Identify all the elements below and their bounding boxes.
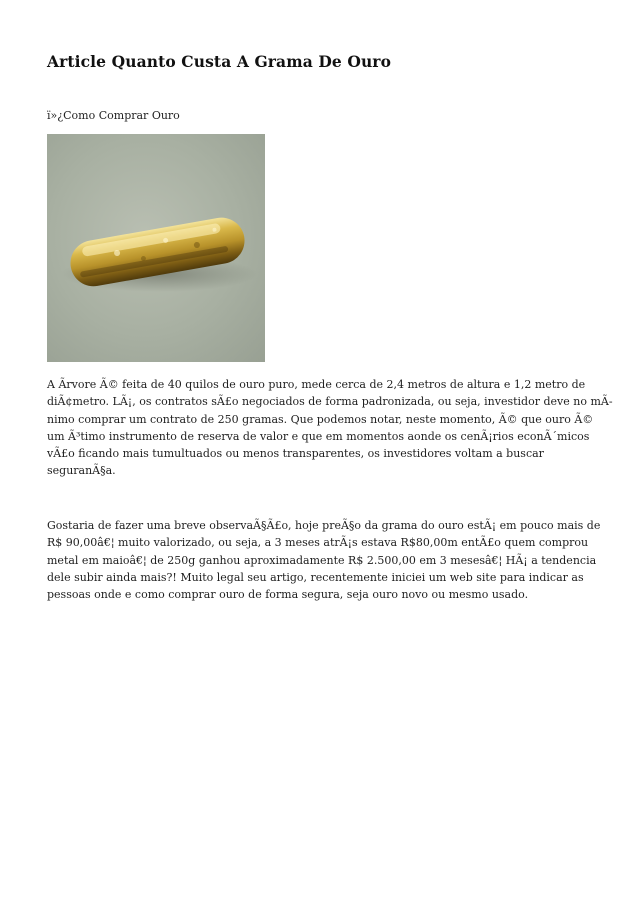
- gold-bar-icon: [47, 134, 265, 362]
- paragraph-line: um Ã³timo instrumento de reserva de valor e que em momentos aonde os cenÃ¡rios econÃ´micos: [47, 429, 590, 443]
- article-subtitle: ï»¿Como Comprar Ouro: [47, 109, 180, 122]
- paragraph-line: metal em maioâ€¦ de 250g ganhou aproximadamente R$ 2.500,00 em 3 mesesâ€¦ HÃ¡ a tendencia: [47, 553, 597, 567]
- paragraph-line: vÃ£o ficando mais tumultuados ou menos transparentes, os investidores voltam a buscar: [47, 447, 544, 461]
- paragraph-line: seguranÃ§a.: [47, 464, 116, 478]
- article-title: Article Quanto Custa A Grama De Ouro: [47, 52, 392, 71]
- paragraph-line: R$ 90,00â€¦ muito valorizado, ou seja, a 3 meses atrÃ¡s estava R$80,00m entÃ£o quem comprou: [47, 536, 589, 550]
- paragraph-line: diÃ¢metro. LÃ¡, os contratos sÃ£o negociados de forma padronizada, ou seja, investidor deve no mÃ-: [47, 395, 613, 409]
- paragraph-line: A Ãrvore Ã© feita de 40 quilos de ouro puro, mede cerca de 2,4 metros de altura e 1,2 metro de: [47, 378, 586, 391]
- gold-bar-photo: [47, 134, 265, 362]
- paragraph-line: pessoas onde e como comprar ouro de forma segura, seja ouro novo ou mesmo usado.: [47, 588, 529, 602]
- paragraph-line: dele subir ainda mais?! Muito legal seu artigo, recentemente iniciei um web site para indicar as: [47, 570, 584, 584]
- paragraph-line: nimo comprar um contrato de 250 gramas. Que podemos notar, neste momento, Ã© que ouro Ã©: [47, 412, 594, 426]
- paragraph-1: [47, 376, 613, 480]
- paragraph-line: Gostaria de fazer uma breve observaÃ§Ã£o, hoje preÃ§o da grama do ouro estÃ¡ em pouco mais de: [47, 519, 601, 532]
- paragraph-2: [47, 517, 600, 603]
